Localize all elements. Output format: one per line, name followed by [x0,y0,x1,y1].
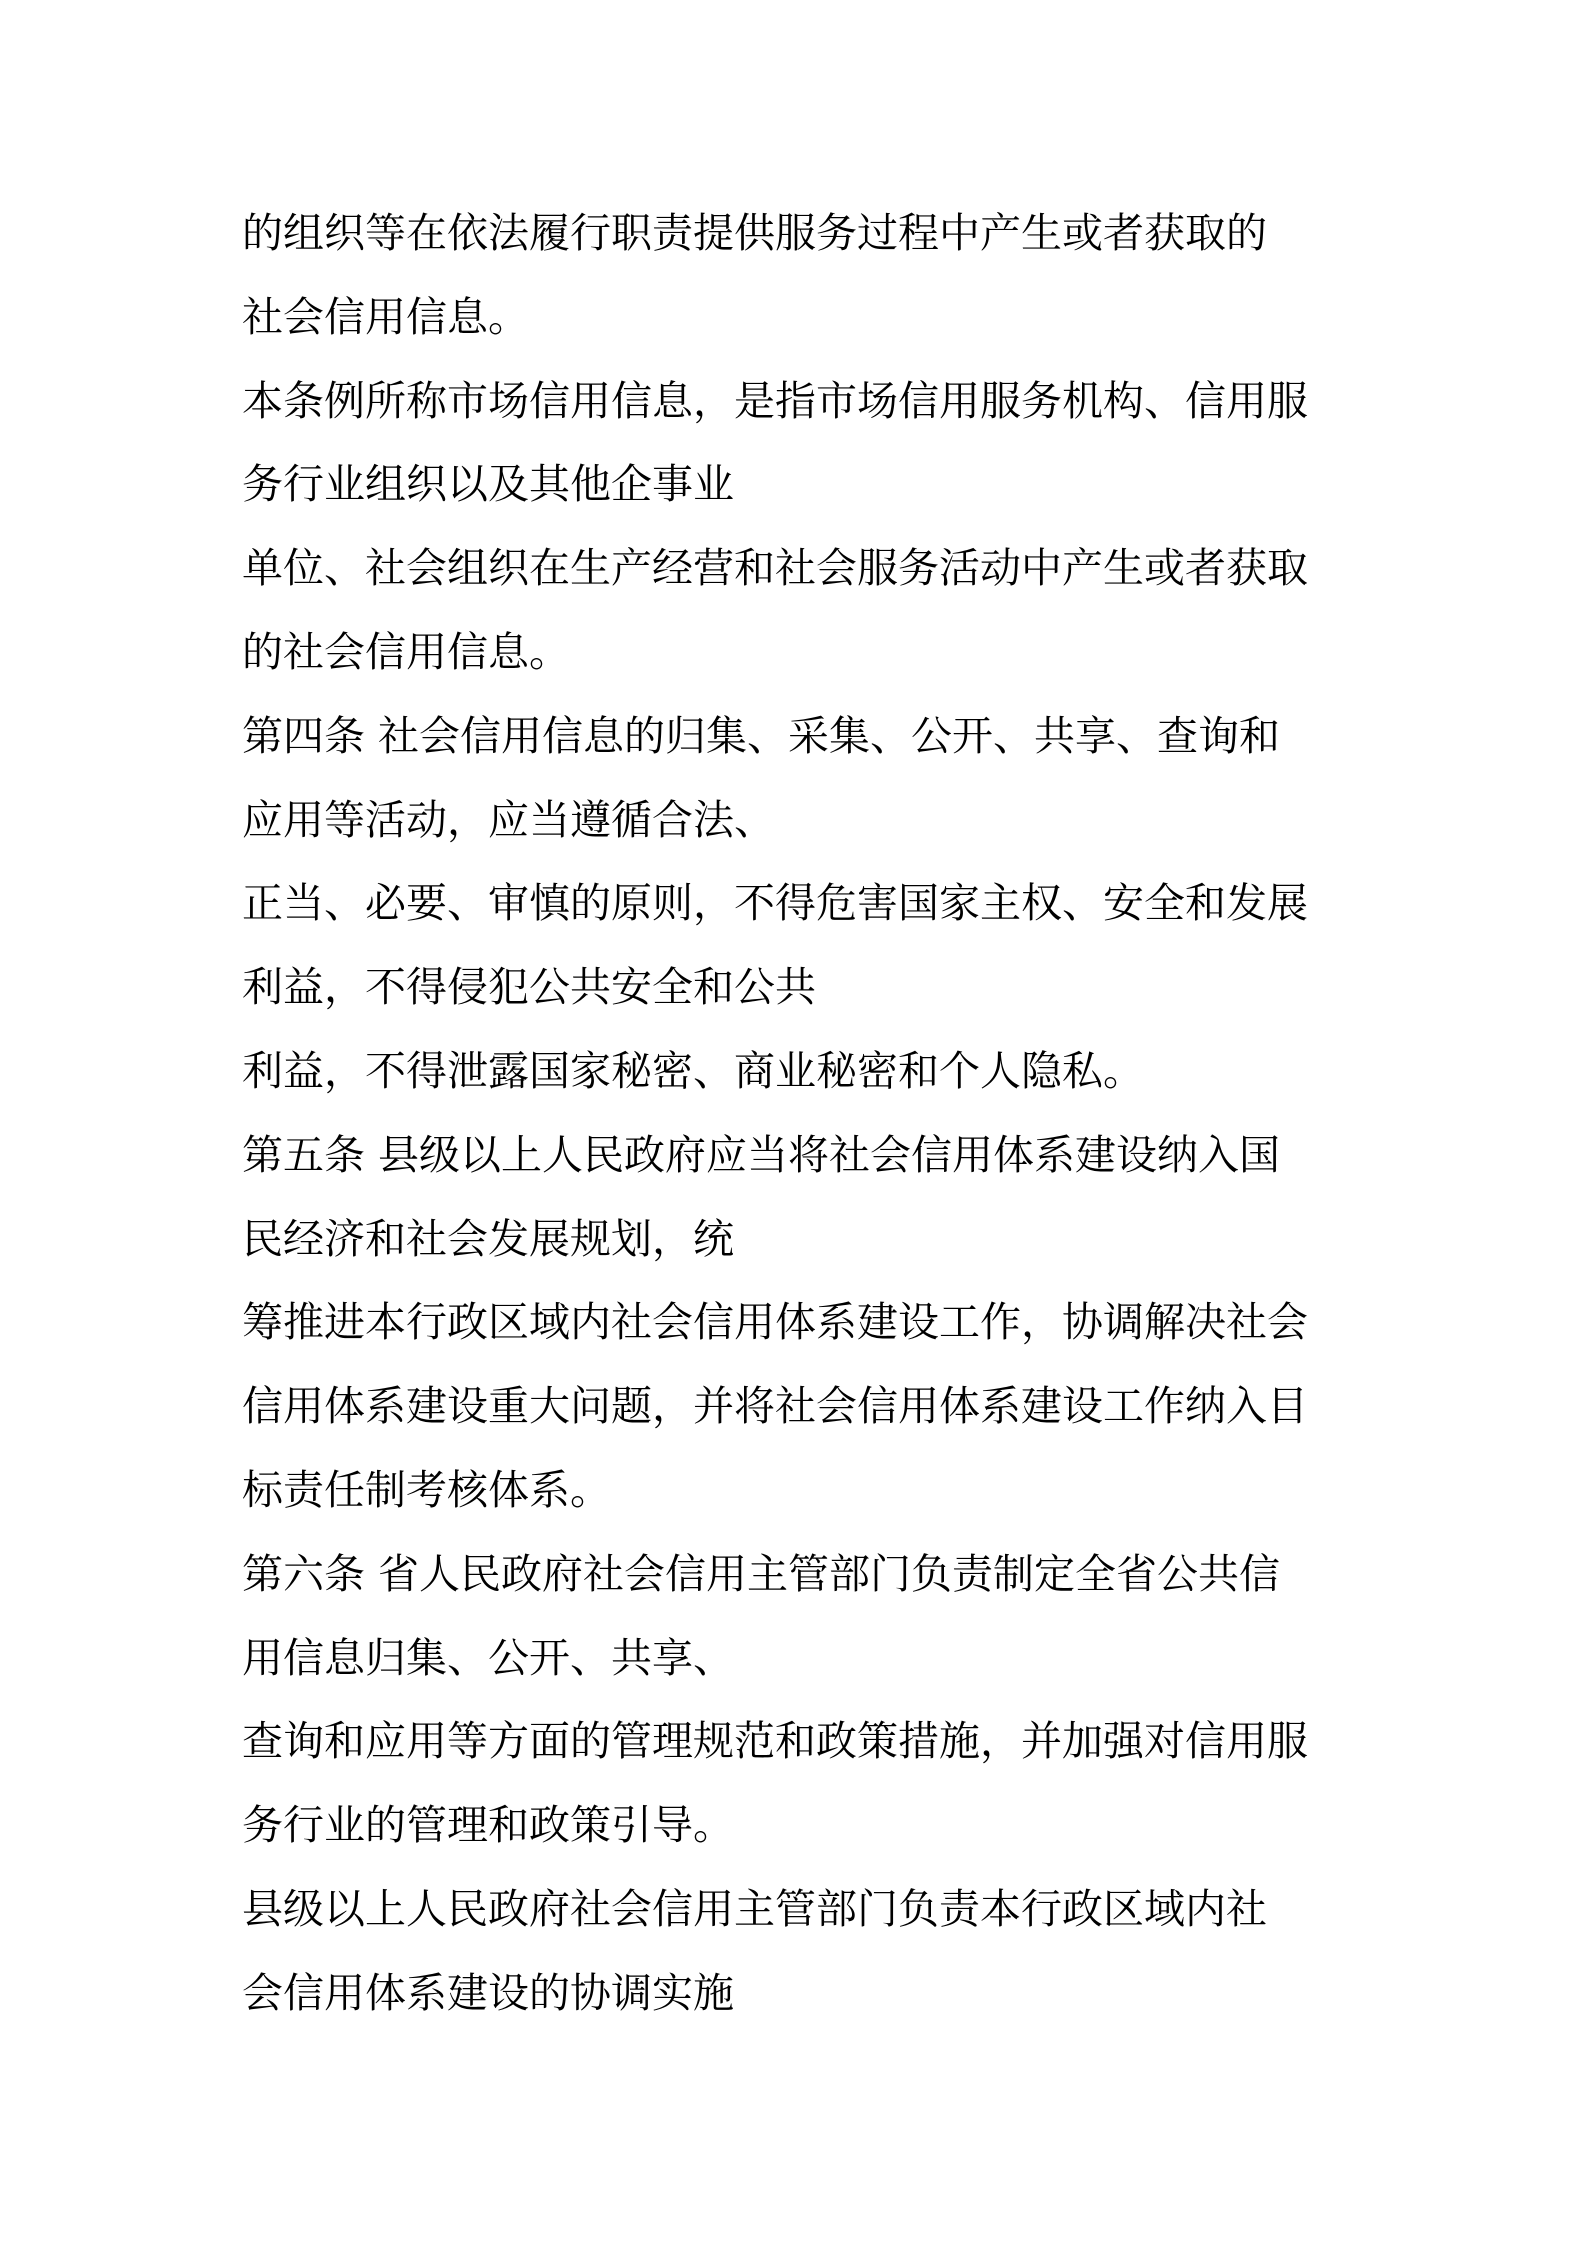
text-line: 会信用体系建设的协调实施 [242,1968,734,2017]
text-line: 筹推进本行政区域内社会信用体系建设工作，协调解决社会 [242,1298,1308,1347]
text-line: 单位、社会组织在生产经营和社会服务活动中产生或者获取 [242,544,1308,593]
text-line: 利益，不得泄露国家秘密、商业秘密和个人隐私。 [242,1046,1144,1095]
text-line: 正当、必要、审慎的原则，不得危害国家主权、安全和发展 [242,879,1308,928]
text-line: 标责任制考核体系。 [242,1465,611,1514]
text-line: 查询和应用等方面的管理规范和政策措施，并加强对信用服 [242,1717,1308,1766]
text-line: 应用等活动，应当遵循合法、 [242,795,775,844]
document-body [242,192,1308,2036]
text-line: 第五条 县级以上人民政府应当将社会信用体系建设纳入国 [242,1130,1281,1179]
text-line: 用信息归集、公开、共享、 [242,1633,734,1682]
text-line: 的组织等在依法履行职责提供服务过程中产生或者获取的 [242,209,1267,257]
text-line: 社会信用信息。 [242,292,529,341]
text-line: 民经济和社会发展规划，统 [242,1214,734,1263]
text-line: 务行业的管理和政策引导。 [242,1801,734,1850]
text-line: 信用体系建设重大问题，并将社会信用体系建设工作纳入目 [242,1382,1308,1431]
text-line: 第四条 社会信用信息的归集、采集、公开、共享、查询和 [242,711,1281,760]
text-line: 务行业组织以及其他企事业 [242,460,734,509]
text-line: 本条例所称市场信用信息，是指市场信用服务机构、信用服 [242,376,1308,425]
text-line: 的社会信用信息。 [242,627,570,676]
text-line: 利益，不得侵犯公共安全和公共 [242,963,816,1012]
text-line: 县级以上人民政府社会信用主管部门负责本行政区域内社 [242,1884,1267,1933]
text-line: 第六条 省人民政府社会信用主管部门负责制定全省公共信 [242,1549,1281,1598]
